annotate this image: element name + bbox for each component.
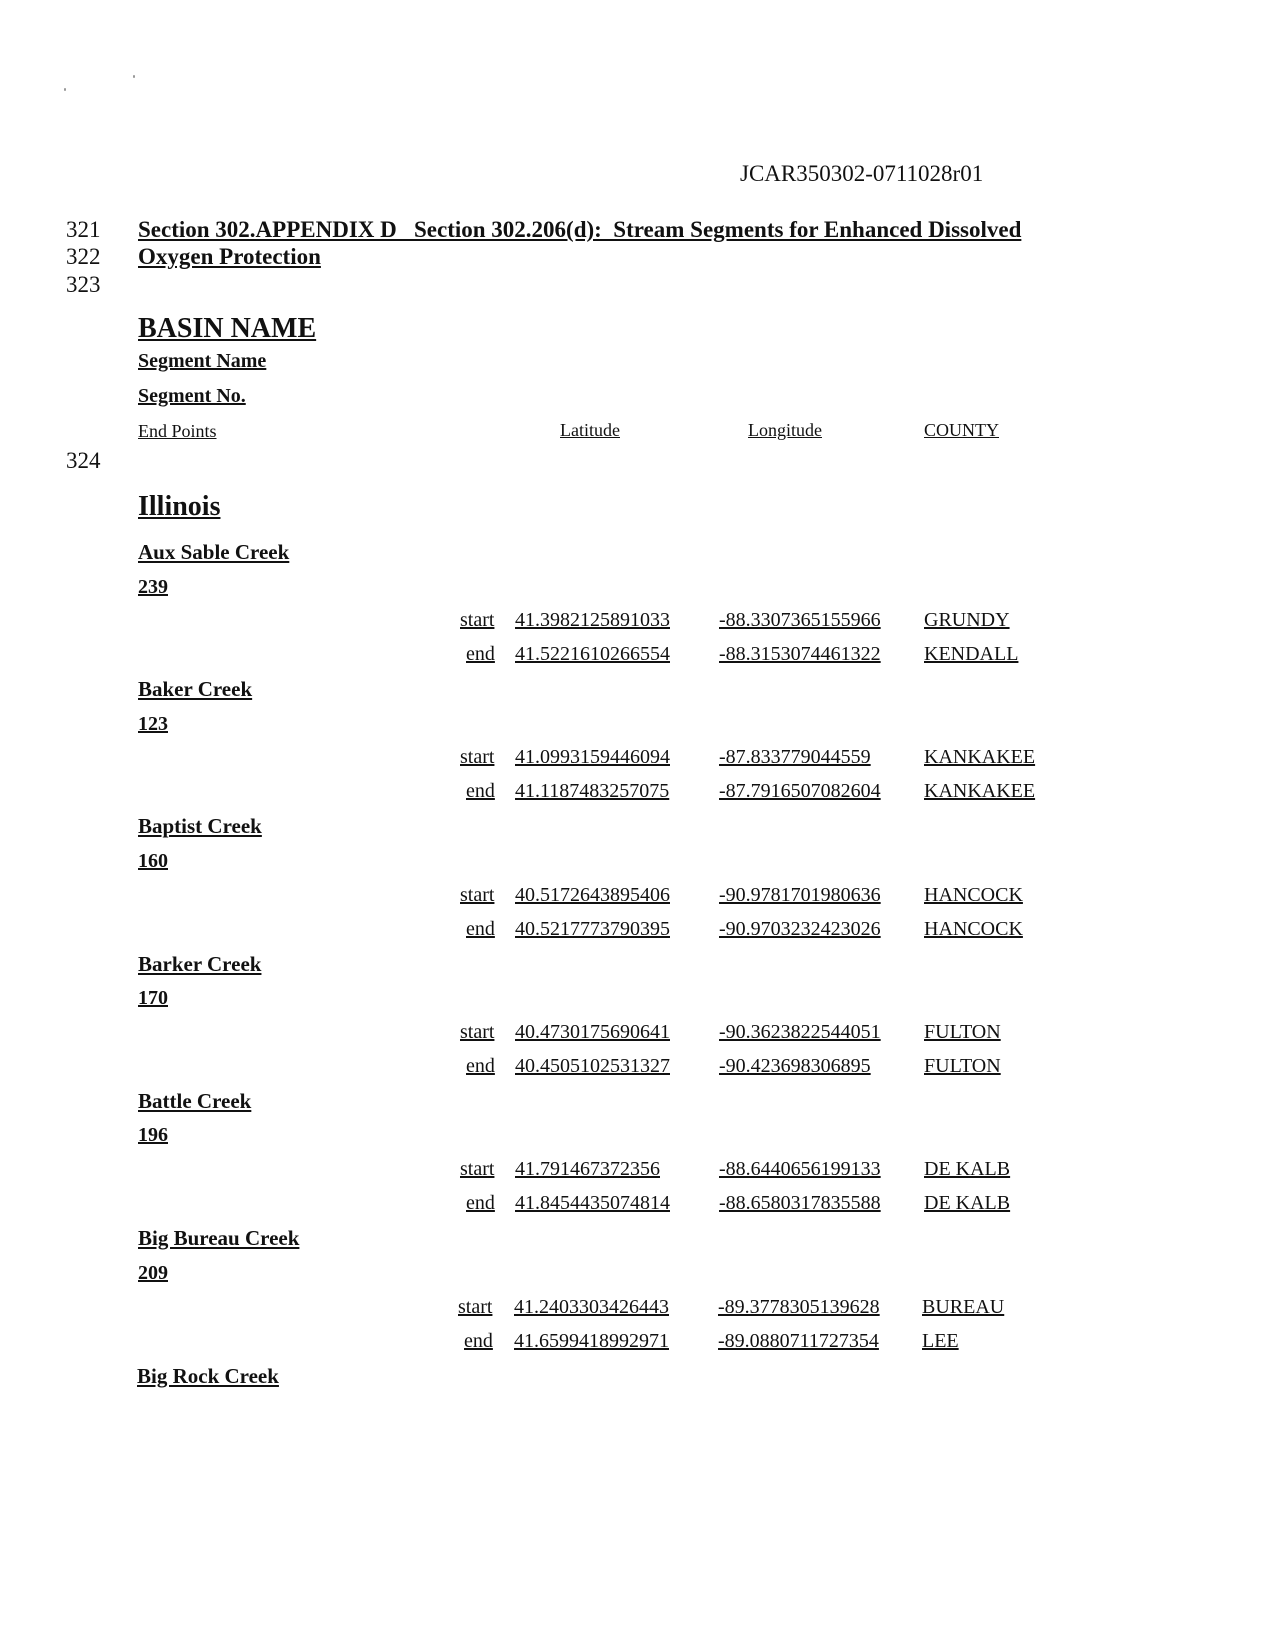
section-title-line1: Section 302.APPENDIX D Section 302.206(d): Stream Segments for Enhanced Dissolved — [138, 217, 1022, 242]
segment-name: Baker Creek — [138, 677, 253, 701]
endpoint-label: end — [466, 1055, 495, 1077]
endpoint-label: start — [458, 1296, 493, 1318]
latitude-value: 40.4730175690641 — [515, 1021, 670, 1043]
county-value: LEE — [922, 1330, 959, 1352]
endpoint-label: start — [460, 884, 495, 906]
longitude-value: -87.833779044559 — [719, 746, 871, 768]
county-value: KANKAKEE — [924, 780, 1036, 802]
scan-speck — [64, 88, 66, 91]
endpoint-label: end — [466, 780, 495, 802]
header-basin-name: BASIN NAME — [138, 313, 317, 344]
county-value: GRUNDY — [924, 609, 1010, 631]
county-value: DE KALB — [924, 1192, 1011, 1214]
line-number: 323 — [66, 272, 101, 297]
segment-name: Aux Sable Creek — [138, 540, 290, 564]
county-value: DE KALB — [924, 1158, 1011, 1180]
latitude-value: 41.2403303426443 — [514, 1296, 669, 1318]
segment-number: 209 — [138, 1262, 168, 1284]
endpoint-label: end — [466, 1192, 495, 1214]
segment-number: 170 — [138, 987, 168, 1009]
longitude-value: -89.3778305139628 — [718, 1296, 880, 1318]
line-number: 324 — [66, 448, 101, 473]
segment-name: Big Rock Creek — [137, 1364, 279, 1388]
endpoint-label: start — [460, 1021, 495, 1043]
line-number: 322 — [66, 244, 101, 269]
header-county: COUNTY — [924, 420, 999, 440]
longitude-value: -88.3153074461322 — [719, 643, 881, 665]
latitude-value: 41.8454435074814 — [515, 1192, 670, 1214]
segment-number: 123 — [138, 713, 168, 735]
longitude-value: -90.3623822544051 — [719, 1021, 881, 1043]
segment-name: Baptist Creek — [138, 814, 262, 838]
document-id: JCAR350302-0711028r01 — [740, 161, 984, 186]
latitude-value: 40.4505102531327 — [515, 1055, 670, 1077]
endpoint-label: end — [466, 918, 495, 940]
county-value: KANKAKEE — [924, 746, 1036, 768]
segment-name: Barker Creek — [138, 952, 262, 976]
basin-name: Illinois — [138, 491, 221, 522]
header-longitude: Longitude — [748, 420, 822, 440]
longitude-value: -90.9703232423026 — [719, 918, 881, 940]
latitude-value: 41.3982125891033 — [515, 609, 670, 631]
latitude-value: 41.0993159446094 — [515, 746, 670, 768]
endpoint-label: end — [466, 643, 495, 665]
section-title-line2: Oxygen Protection — [138, 244, 321, 269]
segment-number: 239 — [138, 576, 168, 598]
longitude-value: -87.7916507082604 — [719, 780, 881, 802]
longitude-value: -88.3307365155966 — [719, 609, 881, 631]
segment-number: 160 — [138, 850, 168, 872]
header-segment-no: Segment No. — [138, 385, 246, 407]
longitude-value: -88.6580317835588 — [719, 1192, 881, 1214]
latitude-value: 41.791467372356 — [515, 1158, 660, 1180]
scan-speck — [133, 75, 135, 78]
longitude-value: -88.6440656199133 — [719, 1158, 881, 1180]
county-value: KENDALL — [924, 643, 1019, 665]
latitude-value: 40.5172643895406 — [515, 884, 670, 906]
endpoint-label: start — [460, 746, 495, 768]
county-value: BUREAU — [922, 1296, 1005, 1318]
line-number: 321 — [66, 217, 101, 242]
endpoint-label: start — [460, 609, 495, 631]
latitude-value: 41.1187483257075 — [515, 780, 670, 802]
latitude-value: 41.5221610266554 — [515, 643, 670, 665]
county-value: HANCOCK — [924, 884, 1023, 906]
longitude-value: -90.9781701980636 — [719, 884, 881, 906]
county-value: FULTON — [924, 1021, 1001, 1043]
county-value: HANCOCK — [924, 918, 1023, 940]
county-value: FULTON — [924, 1055, 1001, 1077]
header-end-points: End Points — [138, 421, 217, 441]
longitude-value: -89.0880711727354 — [718, 1330, 879, 1352]
header-segment-name: Segment Name — [138, 350, 267, 372]
segment-name: Big Bureau Creek — [138, 1226, 300, 1250]
endpoint-label: start — [460, 1158, 495, 1180]
latitude-value: 41.6599418992971 — [514, 1330, 669, 1352]
segment-name: Battle Creek — [138, 1089, 252, 1113]
header-latitude: Latitude — [560, 420, 620, 440]
endpoint-label: end — [464, 1330, 493, 1352]
latitude-value: 40.5217773790395 — [515, 918, 670, 940]
longitude-value: -90.423698306895 — [719, 1055, 871, 1077]
segment-number: 196 — [138, 1124, 168, 1146]
